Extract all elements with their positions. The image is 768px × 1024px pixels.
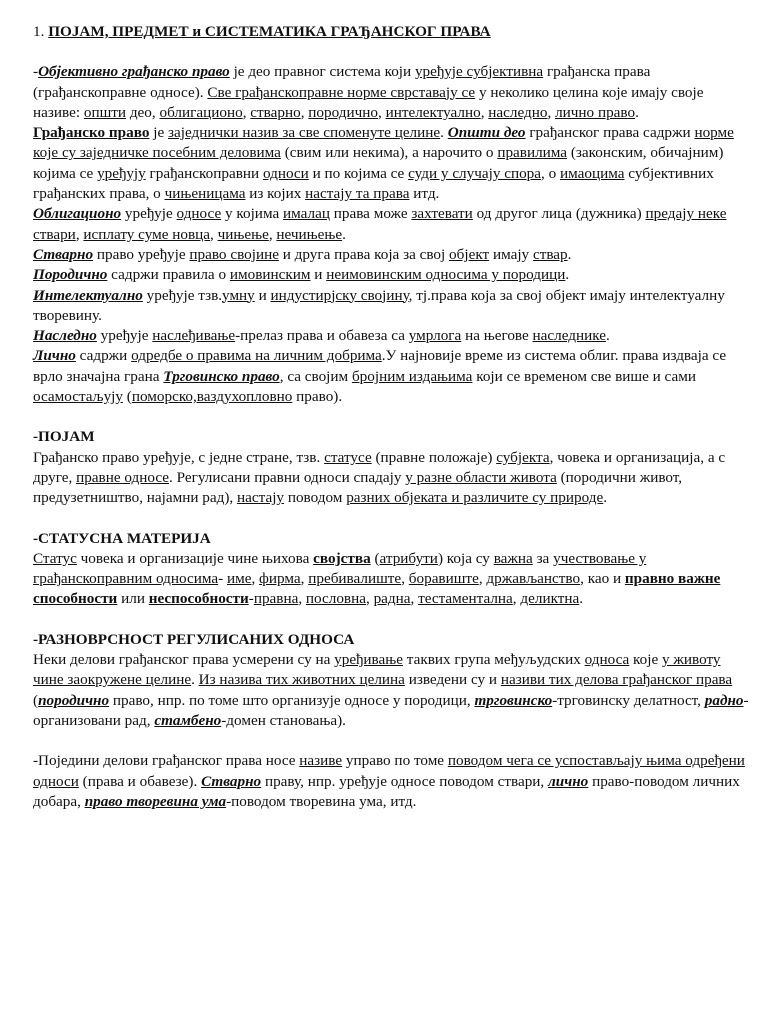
text-run: .	[603, 489, 608, 507]
text-run: ,	[210, 225, 218, 243]
emphasis-run: Из назива тих животних целина	[198, 671, 405, 689]
emphasis-run: нечињење	[276, 225, 343, 243]
text-run: ,	[401, 570, 409, 588]
emphasis-run: облигационо	[159, 103, 243, 121]
emphasis-run: Грађанско право	[33, 124, 150, 142]
emphasis-run: интелектуално	[385, 103, 481, 121]
emphasis-run: Статус	[33, 549, 77, 567]
emphasis-run: наследно	[488, 103, 548, 121]
text-run: .	[342, 225, 346, 243]
emphasis-run: Општи део	[447, 124, 526, 142]
emphasis-run: правно важне способности	[33, 570, 721, 608]
text-run: -трговинску делатност,	[552, 691, 705, 709]
text-run: -домен становања).	[221, 711, 346, 729]
text-run: ,	[300, 103, 309, 121]
emphasis-run: чињење	[217, 225, 269, 243]
text-run: за	[532, 549, 554, 567]
text-run: у неколико целина које имају своје називе:	[33, 83, 704, 121]
paragraph-family-law	[33, 265, 749, 285]
emphasis-run: норме које су заједничке посебним деловима	[33, 124, 734, 162]
text-run: (	[122, 388, 132, 406]
text-run: (породични живот, предузетништво, најамни рад),	[33, 468, 683, 507]
text-run: уређује	[96, 327, 153, 345]
text-run: ,	[268, 225, 277, 243]
text-run: изведени су и	[404, 671, 501, 689]
text-run: -поводом творевина ума, итд.	[226, 792, 417, 810]
text-run: ,	[512, 590, 521, 608]
emphasis-run: важна	[493, 549, 533, 567]
emphasis-run: предају неке ствари	[33, 205, 727, 243]
emphasis-run: објект	[449, 245, 490, 263]
text-run: .	[565, 266, 570, 284]
text-run: управо по томе	[342, 752, 448, 770]
text-run: -организовани рад,	[33, 691, 749, 729]
text-run: -	[248, 590, 254, 608]
spacer	[33, 407, 749, 427]
emphasis-run: правне односе	[76, 468, 170, 486]
emphasis-run: пословна	[305, 590, 366, 608]
emphasis-run: односе	[176, 205, 222, 223]
emphasis-run: стамбено	[154, 711, 222, 729]
emphasis-run: Облигационо	[33, 205, 122, 223]
text-run: , са својим	[279, 367, 352, 385]
text-run: Неки делови грађанског права усмерени су на	[33, 651, 335, 669]
text-run: .	[191, 671, 199, 689]
text-run: субјективних грађанских права, о	[33, 164, 714, 203]
text-run: ,	[75, 225, 84, 243]
text-run: Грађанско право уређује, с једне стране, тзв.	[33, 448, 325, 466]
emphasis-run: разних објеката и различите су природе	[346, 489, 604, 507]
emphasis-run: општи	[83, 103, 127, 121]
text-run: садржи правила о	[107, 266, 230, 284]
text-run: . Регулисани правни односи спадају	[169, 468, 406, 486]
emphasis-run: држављанство	[486, 570, 581, 588]
text-run: и	[310, 266, 327, 284]
paragraph-naming-of-parts	[33, 751, 749, 812]
text-run: (	[370, 549, 380, 567]
emphasis-run: поморско,ваздухопловно	[131, 388, 293, 406]
text-run: ,	[410, 590, 419, 608]
paragraph-civil-law-general	[33, 123, 749, 204]
paragraph-status-matter	[33, 549, 749, 610]
emphasis-run: субјекта	[496, 448, 550, 466]
paragraph-intellectual-law	[33, 286, 749, 327]
title-text: ПОЈАМ, ПРЕДМЕТ и СИСТЕМАТИКА ГРАЂАНСКОГ ПРАВА	[48, 23, 491, 40]
emphasis-run: одредбе о правима на личним добрима	[131, 347, 382, 365]
emphasis-run: уређивање	[334, 651, 403, 669]
text-run: ,	[547, 103, 556, 121]
emphasis-run: Објективно грађанско право	[38, 63, 230, 81]
emphasis-run: право творевина ума	[84, 792, 227, 810]
text-run: право-поводом личних добара,	[33, 772, 740, 810]
text-run: уређује тзв.	[142, 286, 223, 304]
text-run: таквих група међуљудских	[402, 651, 585, 669]
text-run: на његове	[461, 327, 533, 345]
emphasis-run: индустирјску својину	[270, 286, 409, 304]
text-run: (правне положаје)	[371, 448, 497, 466]
emphasis-run: неспособности	[148, 590, 249, 608]
text-run: из којих	[245, 185, 306, 203]
text-run: је део правног система који	[229, 63, 415, 81]
emphasis-run: чињеницама	[164, 185, 246, 203]
emphasis-run: називе	[299, 752, 343, 770]
text-run: праву, нпр. уређује односе поводом ствари,	[261, 772, 549, 790]
paragraph-property-law	[33, 245, 749, 265]
emphasis-run: поводом чега се успостављају њима одређени односи	[33, 752, 745, 790]
emphasis-run: Трговинско право	[163, 367, 280, 385]
emphasis-run: у животу чине заокружене целине	[33, 651, 721, 689]
paragraph-objective-law	[33, 62, 749, 123]
text-run: право, нпр. по томе што организује односе у породици,	[109, 691, 475, 709]
emphasis-run: породично	[38, 691, 110, 709]
emphasis-run: настају та права	[305, 185, 410, 203]
emphasis-run: захтевати	[411, 205, 473, 223]
emphasis-run: односа	[584, 651, 630, 669]
emphasis-run: радно	[704, 691, 744, 709]
text-run: ,	[478, 570, 487, 588]
text-run: -Поједини делови грађанског права носе	[33, 752, 300, 770]
text-run: , човека и организација, а с друге,	[33, 448, 726, 486]
text-run: и	[254, 286, 271, 304]
title-number: 1.	[33, 23, 49, 40]
emphasis-run: радна	[373, 590, 411, 608]
text-run: ,	[298, 590, 306, 608]
text-run: у којима	[221, 205, 283, 223]
text-run: .У најновије време из система облиг. права издваја се врло значајна грана	[33, 347, 727, 385]
emphasis-run: бројним издањима	[351, 367, 473, 385]
emphasis-run: ствар	[532, 245, 568, 263]
paragraph-concept	[33, 448, 749, 509]
emphasis-run: Лично	[33, 347, 76, 365]
emphasis-run: деликтна	[520, 590, 580, 608]
emphasis-run: својства	[313, 549, 371, 567]
emphasis-run: имовинским	[229, 266, 311, 284]
text-run: имају	[489, 245, 533, 263]
text-run: -	[218, 570, 227, 588]
paragraph-inheritance-law	[33, 326, 749, 346]
emphasis-run: осамостаљују	[33, 388, 123, 406]
emphasis-run: породично	[308, 103, 378, 121]
text-run: човека и организације чине њихова	[76, 549, 314, 567]
emphasis-run: Интелектуално	[33, 286, 143, 304]
text-run: (свим или некима), а нарочито о	[280, 144, 498, 162]
emphasis-run: трговинско	[474, 691, 553, 709]
text-run: ,	[365, 590, 374, 608]
emphasis-run: Породично	[33, 266, 108, 284]
text-run: право).	[292, 388, 343, 406]
emphasis-run: Стварно	[33, 245, 94, 263]
emphasis-run: фирма	[259, 570, 301, 588]
text-run: уређује	[121, 205, 177, 223]
emphasis-run: лично право	[555, 103, 636, 121]
text-run: .	[635, 103, 639, 121]
emphasis-run: лично	[548, 772, 589, 790]
emphasis-run: Све грађанскоправне норме сврставају се	[207, 83, 476, 101]
emphasis-run: правилима	[497, 144, 568, 162]
emphasis-run: атрибути	[379, 549, 438, 567]
text-run: и по којима се	[308, 164, 409, 182]
emphasis-run: ималац	[282, 205, 330, 223]
text-run: , као и	[580, 570, 625, 588]
emphasis-run: стварно	[250, 103, 301, 121]
text-run: право уређује	[93, 245, 190, 263]
emphasis-run: имаоцима	[560, 164, 625, 182]
paragraph-diversity-of-relations	[33, 650, 749, 731]
emphasis-run: исплату суме новца	[83, 225, 211, 243]
emphasis-run: настају	[237, 489, 285, 507]
text-run: ,	[251, 570, 260, 588]
text-run: (права и обавезе).	[78, 772, 202, 790]
spacer	[33, 610, 749, 630]
text-run: -прелаз права и обавеза са	[235, 327, 409, 345]
text-run: права може	[329, 205, 412, 223]
text-run: .	[579, 590, 584, 608]
text-run: (	[33, 691, 39, 709]
text-run: или	[117, 590, 149, 608]
emphasis-run: наследнике	[532, 327, 606, 345]
heading-status-matter: -СТАТУСНА МАТЕРИЈА	[33, 529, 211, 547]
emphasis-run: право својине	[189, 245, 279, 263]
emphasis-run: називи тих делова грађанског права	[500, 671, 733, 689]
text-run: и друга права која за свој	[278, 245, 450, 263]
text-run: које	[629, 651, 663, 669]
spacer	[33, 509, 749, 529]
emphasis-run: тестаментална	[418, 590, 513, 608]
emphasis-run: уређује субјективна	[414, 63, 544, 81]
emphasis-run: у разне области живота	[405, 468, 557, 486]
emphasis-run: боравиште	[408, 570, 479, 588]
emphasis-run: пребивалиште	[308, 570, 402, 588]
text-run: .	[606, 327, 610, 345]
text-run: грађанскоправни	[145, 164, 263, 182]
paragraph-personal-law	[33, 346, 749, 407]
emphasis-run: односи	[262, 164, 309, 182]
text-run: , о	[541, 164, 560, 182]
text-run: део,	[126, 103, 160, 121]
emphasis-run: наслеђивање	[152, 327, 236, 345]
emphasis-run: статусе	[324, 448, 372, 466]
text-run: поводом	[284, 489, 347, 507]
text-run: од другог лица (дужника)	[472, 205, 646, 223]
text-run: , тј.права која за свој објект имају интелектуалну творевину.	[33, 286, 725, 324]
emphasis-run: Стварно	[201, 772, 262, 790]
text-run: ,	[480, 103, 489, 121]
document-page	[33, 22, 749, 812]
document-title	[33, 22, 749, 42]
spacer	[33, 731, 749, 751]
text-run: ,	[300, 570, 309, 588]
emphasis-run: суди у случају спора	[408, 164, 542, 182]
heading-concept: -ПОЈАМ	[33, 428, 95, 446]
text-run: ,	[377, 103, 386, 121]
emphasis-run: умрлога	[408, 327, 462, 345]
text-run: ,	[242, 103, 251, 121]
text-run: .	[440, 124, 448, 142]
text-run: ) која су	[437, 549, 494, 567]
text-run: садржи	[75, 347, 132, 365]
emphasis-run: правна	[253, 590, 299, 608]
emphasis-run: учествовање у грађанскоправним односима	[33, 549, 647, 588]
text-run: итд.	[409, 185, 440, 203]
text-run: -	[33, 63, 39, 81]
text-run: грађанска права (грађанскоправне односе).	[33, 63, 651, 101]
text-run: грађанског права садржи	[525, 124, 695, 142]
emphasis-run: заједнички назив за све споменуте целине	[167, 124, 441, 142]
emphasis-run: уређују	[97, 164, 146, 182]
heading-diversity-of-relations: -РАЗНОВРСНОСТ РЕГУЛИСАНИХ ОДНОСА	[33, 630, 355, 648]
paragraph-obligation-law	[33, 204, 749, 245]
emphasis-run: умну	[222, 286, 255, 304]
text-run: (законским, обичајним) којима се	[33, 144, 724, 182]
text-run: који се временом све више и сами	[472, 367, 696, 385]
emphasis-run: Наследно	[33, 327, 97, 345]
emphasis-run: име	[226, 570, 252, 588]
text-run: .	[567, 245, 572, 263]
text-run: је	[149, 124, 168, 142]
emphasis-run: неимовинским односима у породици	[326, 266, 566, 284]
